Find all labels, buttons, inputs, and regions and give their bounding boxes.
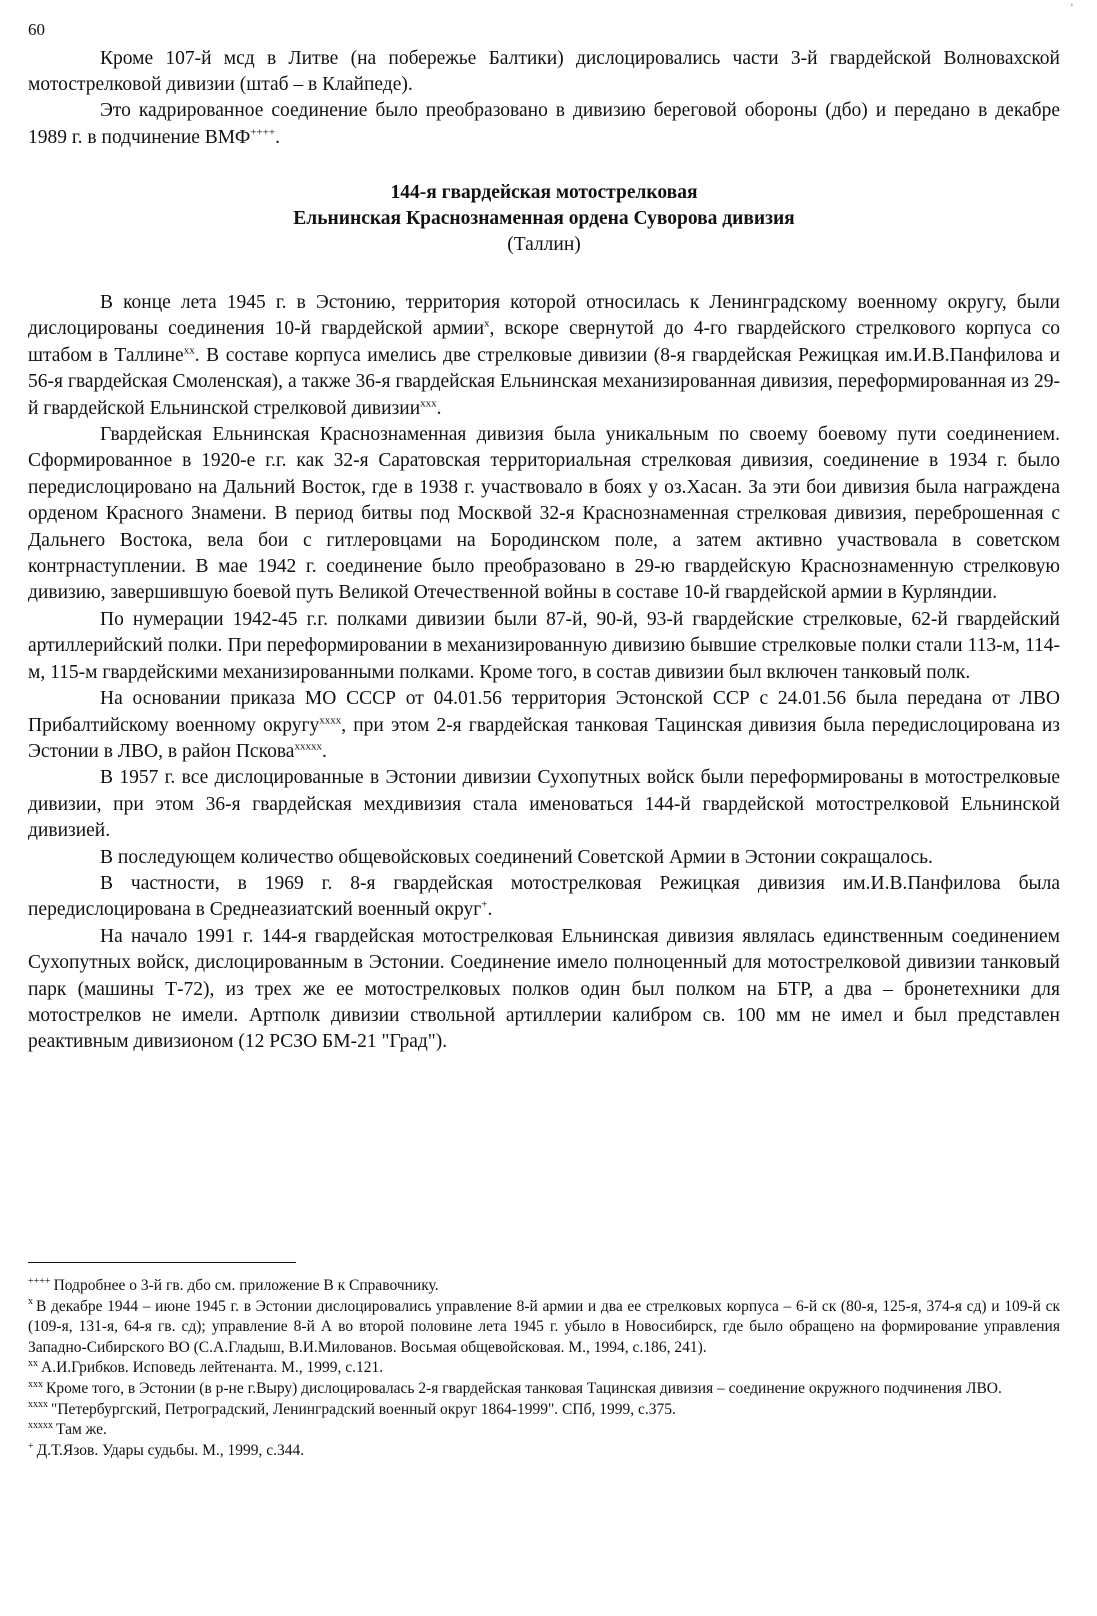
- paragraph-text: .: [436, 397, 442, 419]
- footnote-text: Там же.: [56, 1421, 107, 1439]
- paragraph-text: По нумерации 1942-45 г.г. полками дивизии были 87-й, 90-й, 93-й гвардейские стрелковые, 62-й гвардейский артиллерийский полки. При переформировании в механизированную дивизию бывшие стрелковые полки стали 113-м, 114-м, 115-м гвардейскими механизированными полками. Кроме того, в состав дивизии был включен танковый полк.: [28, 608, 1060, 683]
- intro-text: [28, 46, 1060, 151]
- paragraph-text: .: [487, 899, 493, 921]
- intro-paragraph-2-text: Это кадрированное соединение было преобразовано в дивизию береговой обороны (дбо) и передано в декабре 1989 г. в подчинение ВМФ: [28, 100, 1060, 148]
- footnote-ref: xxxx: [319, 714, 342, 726]
- footnote: [28, 1297, 1060, 1359]
- footnote-mark: xx: [28, 1358, 38, 1370]
- footnote: [28, 1358, 1060, 1379]
- paragraph-text: В 1957 г. все дислоцированные в Эстонии дивизии Сухопутных войск были переформированы в мотострелковые дивизии, при этом 36-я гвардейская мехдивизия стала именоваться 144-й гвардейской мотострелковой Ельнинской дивизией.: [28, 767, 1060, 842]
- footnote-text: Подробнее о 3-й гв. дбо см. приложение В к Справочнику.: [53, 1277, 439, 1294]
- footnote-text: А.И.Грибков. Исповедь лейтенанта. М., 1999, с.121.: [41, 1359, 384, 1377]
- footnote: [28, 1420, 1060, 1441]
- scan-mark: ': [1070, 0, 1073, 14]
- footnote-mark: +: [28, 1440, 34, 1452]
- body-paragraph: [28, 290, 1060, 422]
- footnote-mark: xxxxx: [28, 1420, 53, 1431]
- footnote-divider: [28, 1262, 296, 1263]
- paragraph-text: На основании приказа МО СССР от 04.01.56 территория Эстонской ССР с 24.01.56 была передана от ЛВО Прибалтийскому военному округу: [28, 688, 1060, 736]
- page-number: 60: [28, 20, 45, 39]
- footnote: [28, 1379, 1060, 1400]
- footnote-mark: ++++: [28, 1275, 51, 1287]
- footnote-ref: xxx: [420, 397, 437, 410]
- intro-paragraph-2: [28, 98, 1060, 150]
- paragraph-text: В конце лета 1945 г. в Эстонию, территория которой относилась к Ленинградскому военному округу, были дислоцированы соединения 10-й гвардейской армии: [28, 292, 1060, 340]
- footnote-text: Кроме того, в Эстонии (в р-не г.Выру) дислоцировалась 2-я гвардейская танковая Тацинская дивизия – соединение окружного подчинения ЛВО.: [46, 1379, 1002, 1397]
- intro-paragraph-2-end: .: [275, 126, 280, 148]
- paragraph-text: Гвардейская Ельнинская Краснознаменная дивизия была уникальным по своему боевому пути соединением. Сформированное в 1920-е г.г. как 32-я Саратовская территориальная стрелковая дивизия, соединение в 1934 г. было передислоцировано на Дальний Восток, где в 1938 г. участвовало в боях у оз.Хасан. За эти бои дивизия была награждена орденом Красного Знамени. В период битвы под Москвой 32-я Краснознаменная стрелковая дивизия, переброшенная с Дальнего Востока, вела бои с гитлеровцами на Бородинском поле, а затем активно участвовала в советском контрнаступлении. В мае 1942 г. соединение было преобразовано в 29-ю гвардейскую Краснознаменную стрелковую дивизию, завершившую боевой путь Великой Отечественной войны в составе 10-й гвардейской армии в Курляндии.: [28, 424, 1060, 604]
- footnotes: [28, 1276, 1060, 1461]
- heading-line-1: 144-я гвардейская мотострелковая: [390, 182, 698, 203]
- footnote-ref: +: [481, 898, 488, 911]
- footnote: [28, 1400, 1060, 1421]
- section-heading: [28, 180, 1060, 258]
- footnote: [28, 1441, 1060, 1462]
- footnote-ref: xx: [183, 344, 195, 357]
- body-paragraph: [28, 924, 1060, 1056]
- intro-paragraph-1-text: Кроме 107-й мсд в Литве (на побережье Балтики) дислоцировались части 3-й гвардейской Волновахской мотострелковой дивизии (штаб – в Клайпеде).: [28, 48, 1060, 96]
- footnote-text: В декабре 1944 – июне 1945 г. в Эстонии дислоцировались управление 8-й армии и два ее стрелковых корпуса – 6-й ск (80-я, 125-я, 374-я сд) и 109-й ск (109-я, 131-я, 64-я гв. сд); управление 8-й А во второй половине лета 1945 г. убыло в Новосибирск, где было обращено на формирование управления Западно-Сибирского ВО (С.А.Гладыш, В.И.Милованов. Восьмая общевойсковая. М., 1994, с.186, 241).: [28, 1297, 1060, 1356]
- footnote-text: "Петербургский, Петроградский, Ленинградский военный округ 1864-1999". СПб, 1999, с.375.: [51, 1400, 676, 1418]
- intro-paragraph-1: [28, 46, 1060, 98]
- footnote-ref: x: [484, 317, 490, 330]
- footnote-ref: ++++: [250, 126, 276, 139]
- paragraph-text: , вскоре свернутой до 4-го гвардейского стрелкового корпуса со штабом в Таллине: [28, 318, 1060, 366]
- body-paragraph: [28, 686, 1060, 765]
- heading-location: (Таллин): [507, 234, 581, 255]
- footnote-text: Д.Т.Язов. Удары судьбы. М., 1999, с.344.: [36, 1441, 305, 1459]
- heading-line-2: Ельнинская Краснознаменная ордена Суворова дивизия: [293, 208, 795, 229]
- body-paragraph: [28, 871, 1060, 924]
- paragraph-text: В частности, в 1969 г. 8-я гвардейская мотострелковая Режицкая дивизия им.И.В.Панфилова была передислоцирована в Среднеазиатский военный округ: [28, 872, 1060, 921]
- footnote-ref: xxxxx: [294, 740, 322, 753]
- paragraph-text: . В составе корпуса имелись две стрелковые дивизии (8-я гвардейская Режицкая им.И.В.Панфилова и 56-я гвардейская Смоленская), а также 36-я гвардейская Ельнинская механизированная дивизия, переформированная из 29-й гвардейской Ельнинской стрелковой дивизии: [28, 344, 1060, 419]
- footnote-mark: xxx: [28, 1378, 43, 1390]
- body-paragraph: [28, 422, 1060, 607]
- paragraph-text: В последующем количество общевойсковых соединений Советской Армии в Эстонии сокращалось.: [100, 846, 933, 868]
- body-paragraph: [28, 765, 1060, 844]
- section-body: [28, 290, 1060, 1056]
- footnote-mark: xxxx: [28, 1399, 48, 1411]
- footnote-mark: x: [28, 1296, 33, 1308]
- paragraph-text: , при этом 2-я гвардейская танковая Тацинская дивизия была передислоцирована из Эстонии в ЛВО, в район Пскова: [28, 714, 1060, 762]
- body-paragraph: [28, 607, 1060, 686]
- footnote: [28, 1276, 1060, 1297]
- paragraph-text: На начало 1991 г. 144-я гвардейская мотострелковая Ельнинская дивизия являлась единственным соединением Сухопутных войск, дислоцированным в Эстонии. Соединение имело полноценный для мотострелковой дивизии танковый парк (машины Т-72), из трех же ее мотострелковых полков один был полком на БТР, а два – бронетехники для мотострелков не имели. Артполк дивизии ствольной артиллерии калибром св. 100 мм не имел и был представлен реактивным дивизионом (12 РСЗО БМ-21 "Град").: [28, 925, 1060, 1053]
- body-paragraph: [28, 845, 1060, 871]
- paragraph-text: .: [321, 740, 327, 762]
